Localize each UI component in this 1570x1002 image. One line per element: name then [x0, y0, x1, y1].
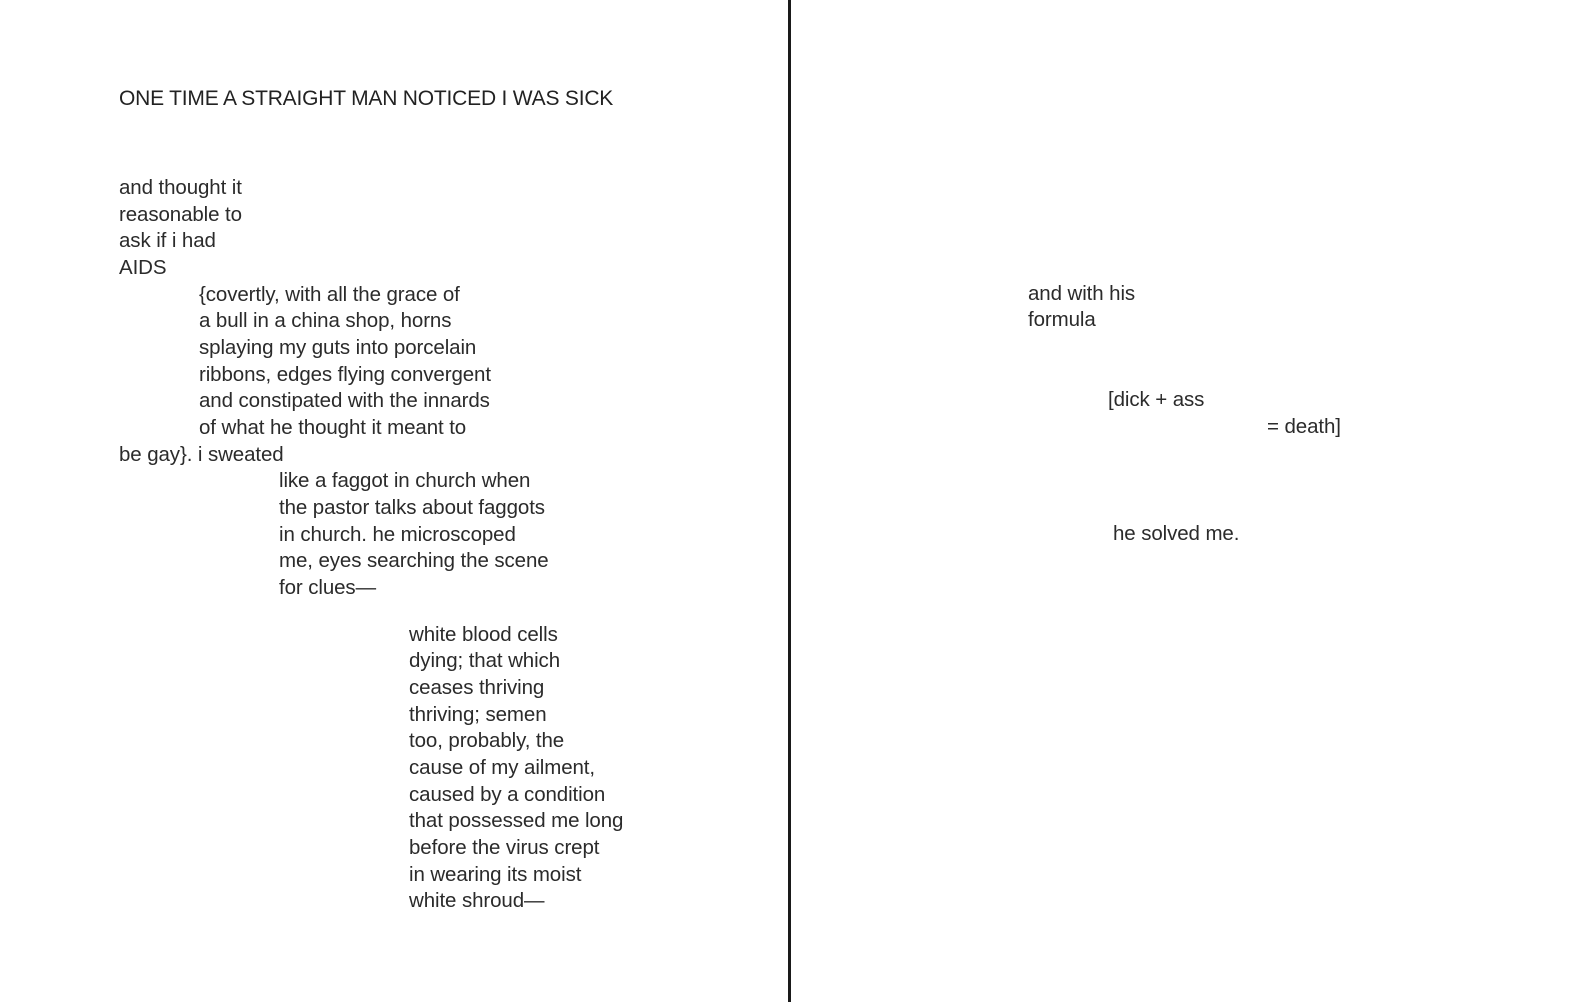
poem-line: splaying my guts into porcelain	[199, 336, 477, 359]
poem-line: me, eyes searching the scene	[279, 549, 549, 572]
poem-line: he solved me.	[1113, 522, 1240, 545]
poem-line: like a faggot in church when	[279, 469, 531, 492]
poem-line: be gay}. i sweated	[119, 443, 284, 466]
poem-line: ribbons, edges flying convergent	[199, 363, 491, 386]
poem-line: before the virus crept	[409, 836, 600, 859]
poem-line: too, probably, the	[409, 729, 565, 752]
poem-line: of what he thought it meant to	[199, 416, 467, 439]
poem-line: dying; that which	[409, 649, 560, 672]
poem-line: white shroud—	[409, 889, 545, 912]
poem-line: ceases thriving	[409, 676, 545, 699]
poem-line: a bull in a china shop, horns	[199, 309, 452, 332]
right-page	[791, 0, 1570, 1002]
poem-line: reasonable to	[119, 203, 242, 226]
poem-line: ask if i had	[119, 229, 216, 252]
poem-title: ONE TIME A STRAIGHT MAN NOTICED I WAS SICK	[119, 87, 614, 110]
poem-line: white blood cells	[409, 623, 558, 646]
poem-line: {covertly, with all the grace of	[199, 283, 460, 306]
poem-line: [dick + ass	[1108, 388, 1205, 411]
poem-line: formula	[1028, 308, 1096, 331]
poem-line: and with his	[1028, 282, 1136, 305]
poem-line: in church. he microscoped	[279, 523, 516, 546]
poem-line: caused by a condition	[409, 783, 606, 806]
poem-line: and constipated with the innards	[199, 389, 490, 412]
poem-line: and thought it	[119, 176, 242, 199]
poem-line: cause of my ailment,	[409, 756, 595, 779]
poem-line: for clues—	[279, 576, 376, 599]
poem-line: in wearing its moist	[409, 863, 582, 886]
poem-line: thriving; semen	[409, 703, 547, 726]
poem-line: AIDS	[119, 256, 167, 279]
poem-line: that possessed me long	[409, 809, 624, 832]
poem-line: = death]	[1267, 415, 1341, 438]
poem-line: the pastor talks about faggots	[279, 496, 545, 519]
